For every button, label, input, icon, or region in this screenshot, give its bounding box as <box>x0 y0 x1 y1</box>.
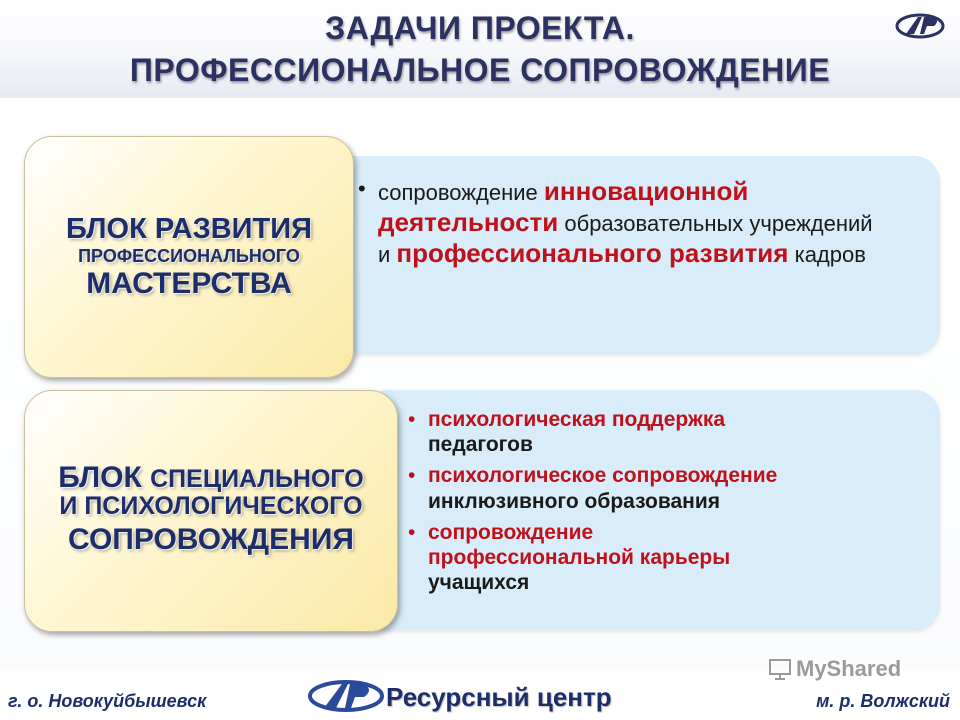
block1-title-main2: МАСТЕРСТВА <box>86 267 292 300</box>
block2-title-line1 <box>25 461 397 495</box>
watermark-text: MyShared <box>796 656 902 681</box>
list-item-text: педагогов <box>428 433 533 457</box>
list-item <box>408 520 928 596</box>
block2-title-word: БЛОК <box>58 461 151 494</box>
block1-text-part1: сопровождение <box>378 180 544 205</box>
block1-text-part3: и <box>378 242 397 268</box>
block2-list <box>408 407 928 601</box>
resource-center-logo-icon <box>306 678 386 714</box>
page-title-line1: ЗАДАЧИ ПРОЕКТА. <box>325 10 635 46</box>
footer-city-left: г. о. Новокуйбышевск <box>8 691 207 711</box>
block1-description <box>358 176 888 270</box>
presentation-icon <box>768 657 792 681</box>
list-item-highlight: психологическое сопровождение <box>428 464 778 488</box>
list-item-highlight: психологическая поддержка <box>428 408 726 431</box>
list-item <box>408 407 928 457</box>
block1-title-sub: ПРОФЕССИОНАЛЬНОГО <box>78 246 300 266</box>
block1-text-highlight2: профессионального развития <box>396 238 789 269</box>
block2-title-line2: И ПСИХОЛОГИЧЕСКОГО <box>59 492 363 520</box>
watermark <box>768 656 901 682</box>
page-title-line2: ПРОФЕССИОНАЛЬНОЕ СОПРОВОЖДЕНИЕ <box>129 52 831 88</box>
block1-text-part2: образовательных учреждений <box>558 211 873 237</box>
block1-text-part4: кадров <box>788 242 866 268</box>
list-item-text: учащихся <box>428 571 530 595</box>
footer-district-right: м. р. Волжский <box>816 691 950 711</box>
list-item-highlight: сопровождение профессиональной карьеры <box>428 520 731 569</box>
block2-title-line3: СОПРОВОЖДЕНИЯ <box>68 523 354 556</box>
bullet-icon: • <box>358 176 366 201</box>
block2-title-rest: СПЕЦИАЛЬНОГО <box>150 465 364 493</box>
block1-text-highlight1: инновационной деятельности <box>378 176 749 238</box>
bullet-icon: • <box>408 408 416 431</box>
bullet-icon: • <box>408 464 416 488</box>
footer-resource-center: Ресурсный центр <box>386 682 612 712</box>
block1-card <box>24 136 354 378</box>
resource-center-logo-icon <box>894 12 946 40</box>
list-item-text: инклюзивного образования <box>428 489 721 513</box>
block2-card <box>24 390 398 632</box>
list-item <box>408 463 928 513</box>
block1-title-main: БЛОК РАЗВИТИЯ <box>66 213 312 245</box>
bullet-icon: • <box>408 520 416 544</box>
